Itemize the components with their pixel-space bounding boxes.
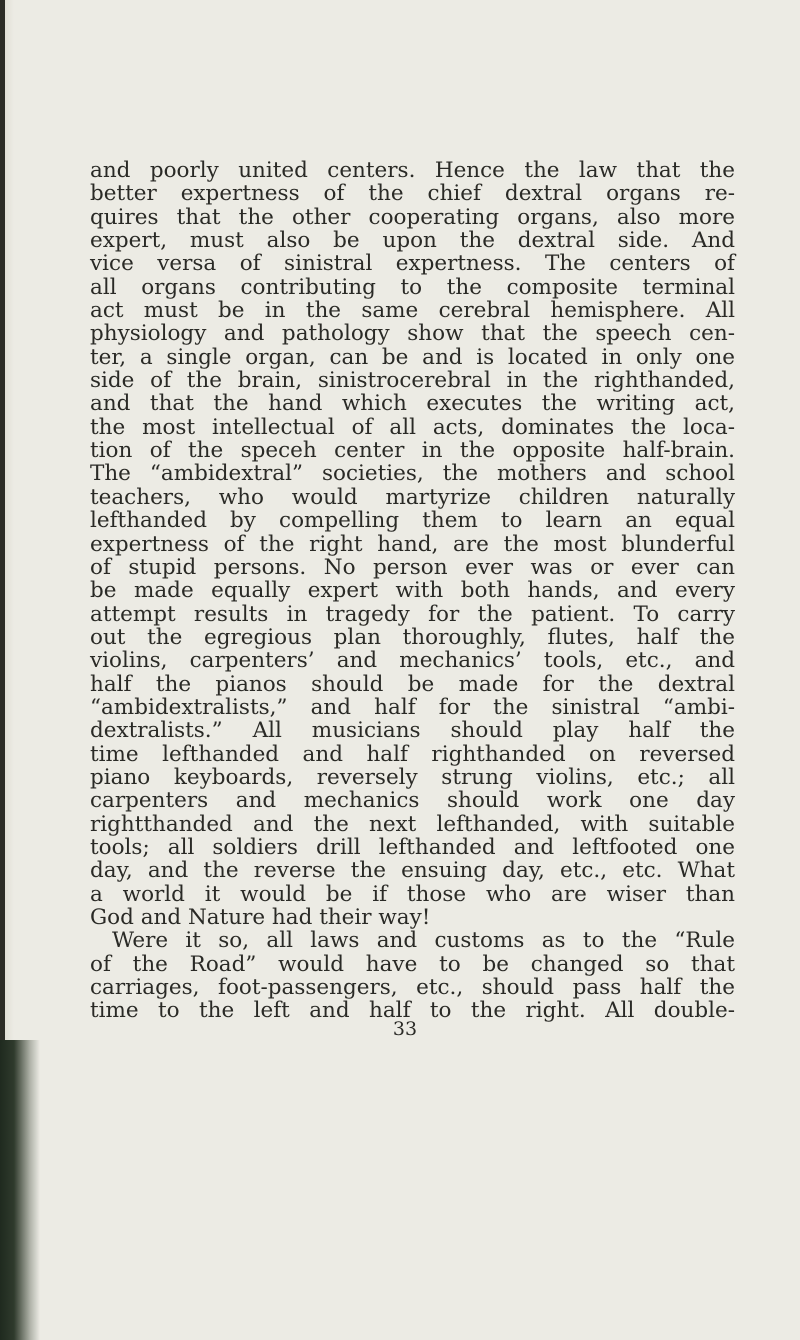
body-text bbox=[90, 159, 735, 1023]
text-line: piano keyboards, reversely strung violins, etc.; all bbox=[90, 764, 735, 790]
text-line: God and Nature had their way! bbox=[90, 905, 431, 930]
text-line: of the Road” would have to be changed so that bbox=[90, 951, 735, 977]
text-line: violins, carpenters’ and mechanics’ tools, etc., and bbox=[90, 648, 735, 674]
text-line: Were it so, all laws and customs as to the “Rule bbox=[112, 928, 735, 954]
text-line: tools; all soldiers drill lefthanded and leftfooted one bbox=[90, 834, 735, 860]
text-line: day, and the reverse the ensuing day, etc., etc. What bbox=[90, 858, 735, 884]
text-line: half the pianos should be made for the dextral bbox=[90, 671, 735, 697]
text-line: attempt results in tragedy for the patient. To carry bbox=[90, 601, 735, 627]
text-line: time to the left and half to the right. All double- bbox=[90, 998, 735, 1024]
text-line: time lefthanded and half righthanded on reversed bbox=[90, 741, 735, 767]
binding-shadow bbox=[0, 1040, 40, 1340]
text-line: act must be in the same cerebral hemisphere. All bbox=[90, 298, 735, 324]
text-line: dextralists.” All musicians should play half the bbox=[90, 718, 735, 744]
text-line: rightthanded and the next lefthanded, with suitable bbox=[90, 811, 735, 837]
text-line: vice versa of sinistral expertness. The centers of bbox=[90, 251, 735, 277]
text-line: carriages, foot-passengers, etc., should pass half the bbox=[90, 975, 735, 1001]
text-line: physiology and pathology show that the speech cen- bbox=[90, 321, 735, 347]
text-line: teachers, who would martyrize children naturally bbox=[90, 484, 735, 510]
text-line: and poorly united centers. Hence the law that the bbox=[90, 158, 735, 183]
text-line: of stupid persons. No person ever was or ever can bbox=[90, 554, 735, 580]
text-line: carpenters and mechanics should work one day bbox=[90, 788, 735, 814]
text-line: lefthanded by compelling them to learn an equal bbox=[90, 508, 735, 534]
text-line: The “ambidextral” societies, the mothers and school bbox=[90, 461, 735, 487]
text-line: tion of the speceh center in the opposite half-brain. bbox=[90, 438, 735, 464]
text-line: the most intellectual of all acts, dominates the loca- bbox=[90, 414, 735, 440]
text-line: out the egregious plan thoroughly, flutes, half the bbox=[90, 624, 735, 650]
text-line: expertness of the right hand, are the most blunderful bbox=[90, 531, 735, 557]
text-line: expert, must also be upon the dextral side. And bbox=[90, 228, 735, 254]
page-number: 33 bbox=[392, 1018, 418, 1040]
text-line: and that the hand which executes the writing act, bbox=[90, 391, 735, 417]
text-line: all organs contributing to the composite terminal bbox=[90, 274, 735, 300]
text-line: be made equally expert with both hands, and every bbox=[90, 578, 735, 604]
text-line: quires that the other cooperating organs, also more bbox=[90, 204, 735, 230]
text-line: a world it would be if those who are wiser than bbox=[90, 881, 735, 907]
text-line: side of the brain, sinistrocerebral in the righthanded, bbox=[90, 368, 735, 394]
text-line: better expertness of the chief dextral organs re- bbox=[90, 181, 735, 207]
text-line: “ambidextralists,” and half for the sinistral “ambi- bbox=[90, 694, 735, 720]
text-line: ter, a single organ, can be and is located in only one bbox=[90, 344, 735, 370]
